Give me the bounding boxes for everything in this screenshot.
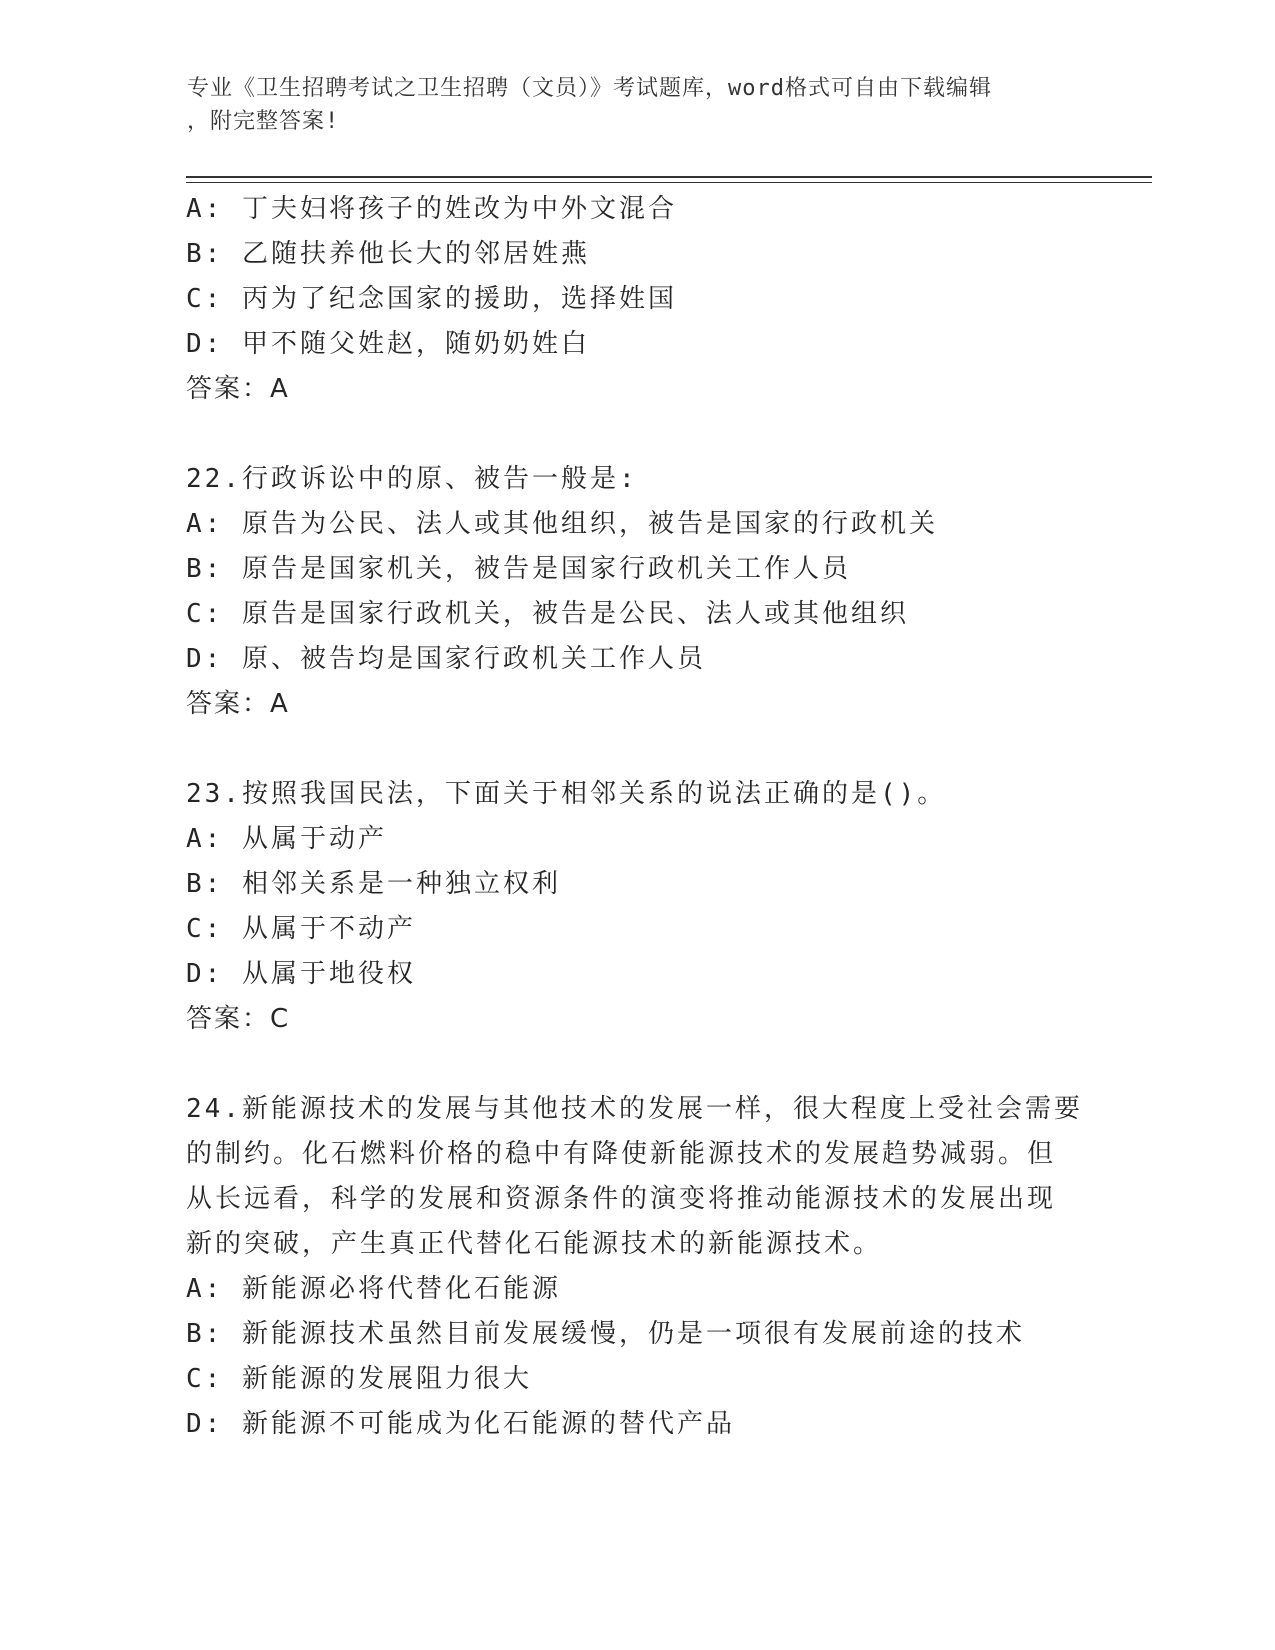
header-note <box>187 72 1067 138</box>
q22-stem: 22.行政诉讼中的原、被告一般是: <box>186 464 638 494</box>
header-line-2: ，附完整答案! <box>187 109 340 134</box>
q21-answer: 答案：A <box>186 374 290 404</box>
header-divider <box>186 176 1152 178</box>
q22-option-a: A: 原告为公民、法人或其他组织，被告是国家的行政机关 <box>186 509 938 539</box>
q24-option-d: D: 新能源不可能成为化石能源的替代产品 <box>186 1409 735 1439</box>
q23-option-b: B: 相邻关系是一种独立权利 <box>186 869 561 899</box>
q22-option-d: D: 原、被告均是国家行政机关工作人员 <box>186 644 706 674</box>
q21-option-c: C: 丙为了纪念国家的援助，选择姓国 <box>186 284 677 314</box>
q24-stem-line-1: 24.新能源技术的发展与其他技术的发展一样，很大程度上受社会需要 <box>186 1094 1083 1124</box>
q24-option-c: C: 新能源的发展阻力很大 <box>186 1364 532 1394</box>
q22-option-c: C: 原告是国家行政机关，被告是公民、法人或其他组织 <box>186 599 909 629</box>
q23-option-d: D: 从属于地役权 <box>186 959 416 989</box>
q24-stem-line-4: 新的突破，产生真正代替化石能源技术的新能源技术。 <box>186 1229 883 1259</box>
header-divider-thin <box>186 182 1152 183</box>
q22-option-b: B: 原告是国家机关，被告是国家行政机关工作人员 <box>186 554 851 584</box>
q23-answer: 答案：C <box>186 1004 291 1034</box>
q24-stem-line-3: 从长远看，科学的发展和资源条件的演变将推动能源技术的发展出现 <box>186 1184 1057 1214</box>
q23-option-a: A: 从属于动产 <box>186 824 387 854</box>
q24-option-b: B: 新能源技术虽然目前发展缓慢，仍是一项很有发展前途的技术 <box>186 1319 1025 1349</box>
q21-option-a: A: 丁夫妇将孩子的姓改为中外文混合 <box>186 194 677 224</box>
q24-option-a: A: 新能源必将代替化石能源 <box>186 1274 561 1304</box>
q21-option-d: D: 甲不随父姓赵，随奶奶姓白 <box>186 329 590 359</box>
q22-answer: 答案：A <box>186 689 290 719</box>
q23-stem: 23.按照我国民法，下面关于相邻关系的说法正确的是()。 <box>186 779 947 809</box>
q24-stem-line-2: 的制约。化石燃料价格的稳中有降使新能源技术的发展趋势减弱。但 <box>186 1139 1057 1169</box>
q21-option-b: B: 乙随扶养他长大的邻居姓燕 <box>186 239 590 269</box>
q23-option-c: C: 从属于不动产 <box>186 914 416 944</box>
header-line-1: 专业《卫生招聘考试之卫生招聘（文员）》考试题库，word格式可自由下载编辑 <box>187 76 992 101</box>
